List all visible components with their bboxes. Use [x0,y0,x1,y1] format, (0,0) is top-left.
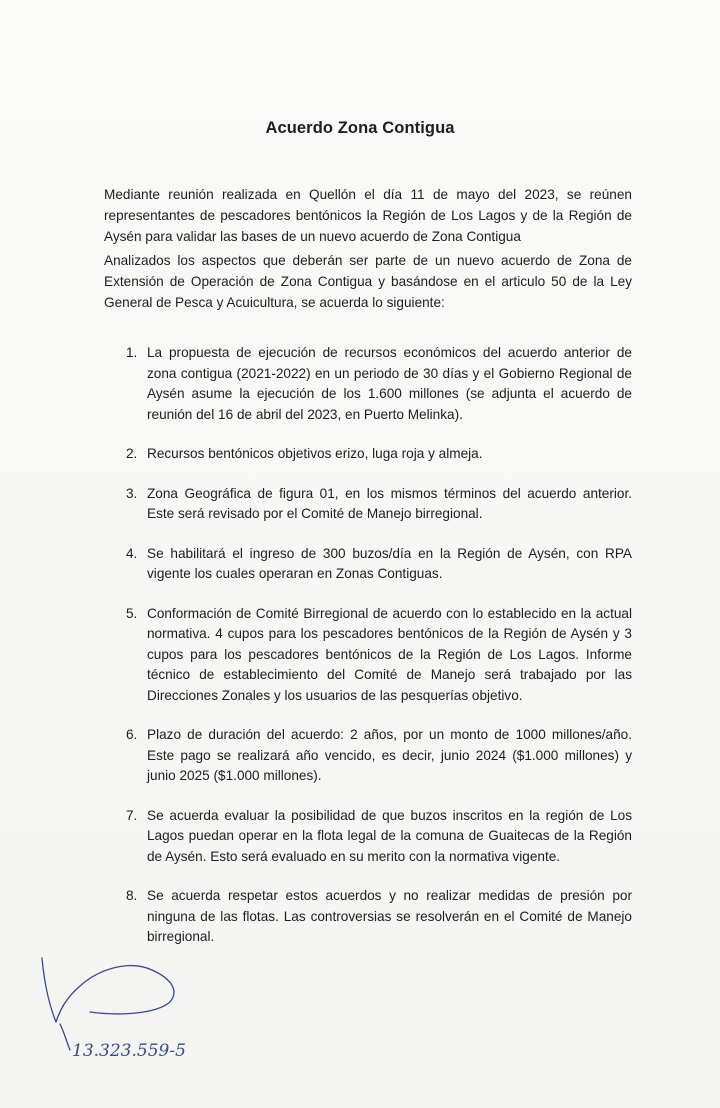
list-item-text: Se acuerda evaluar la posibilidad de que buzos inscritos en la región de Los Lagos puedan operar en la flota legal de la comuna de Guaitecas de la Región de Aysén. Esto será evaluado en su merito con la normativa vigente. [147,807,632,864]
list-item-text: Se acuerda respetar estos acuerdos y no realizar medidas de presión por ninguna de las flotas. Las controversias se resolverán en el Comité de Manejo birregional. [147,888,632,944]
list-item [104,544,632,585]
analysis-paragraph: Analizados los aspectos que deberán ser parte de un nuevo acuerdo de Zona de Extensión de Operación de Zona Contigua y basándose en el articulo 50 de la Ley General de Pesca y Acuicultura, se acuerda lo siguiente: [104,253,632,310]
list-item-text: La propuesta de ejecución de recursos económicos del acuerdo anterior de zona contigua (2021-2022) en un periodo de 30 días y el Gobierno Regional de Aysén asume la ejecución de los 1.600 millones (se adjunta el acuerdo de reunión del 16 de abril del 2023, en Puerto Melinka). [147,345,632,422]
list-item [104,806,632,868]
signature-tail [60,1024,70,1050]
handwritten-signature [30,950,250,1070]
list-item-text: Plazo de duración del acuerdo: 2 años, por un monto de 1000 millones/año. Este pago se realizará año vencido, es decir, junio 2024 ($1.000 millones) y junio 2025 ($1.000 millones). [147,727,632,783]
list-item-number: 4. [126,545,138,561]
list-item [104,725,632,787]
signature-handwritten-text: 13.323.559-5 [72,1041,186,1061]
list-item-number: 3. [126,485,138,501]
list-item-number: 5. [126,605,138,621]
list-item [104,484,632,525]
list-item-number: 2. [126,446,138,461]
signature-loop [42,958,174,1022]
list-item-number: 8. [126,888,138,903]
list-item-text: Se habilitará el ingreso de 300 buzos/día en la Región de Aysén, con RPA vigente los cuales operaran en Zonas Contiguas. [147,545,632,581]
list-item-number: 7. [126,807,138,823]
list-item-number: 6. [126,727,138,742]
signature-strokes [42,958,174,1050]
list-item [104,886,632,948]
list-item-text: Recursos bentónicos objetivos erizo, luga roja y almeja. [147,446,483,461]
intro-paragraph: Mediante reunión realizada en Quellón el día 11 de mayo del 2023, se reúnen representantes de pescadores bentónicos la Región de Los Lagos y de la Región de Aysén para validar las bases de un nuevo acuerdo de Zona Contigua [104,187,632,244]
list-item [104,444,632,465]
document-title: Acuerdo Zona Contigua [265,119,455,137]
list-item [104,343,632,425]
agreement-list [104,343,632,967]
list-item-text: Conformación de Comité Birregional de acuerdo con lo establecido en la actual normativa. 4 cupos para los pescadores bentónicos de la Región de Aysén y 3 cupos para los pescadores bentónicos de la Región de Los Lagos. Informe técnico de establecimiento del Comité de Manejo será trabajado por las Direcciones Zonales y los usuarios de las pesquerías objetivo. [147,605,632,703]
list-item-number: 1. [126,345,138,360]
list-item [104,604,632,707]
list-item-text: Zona Geográfica de figura 01, en los mismos términos del acuerdo anterior. Este será revisado por el Comité de Manejo birregional. [147,485,632,521]
